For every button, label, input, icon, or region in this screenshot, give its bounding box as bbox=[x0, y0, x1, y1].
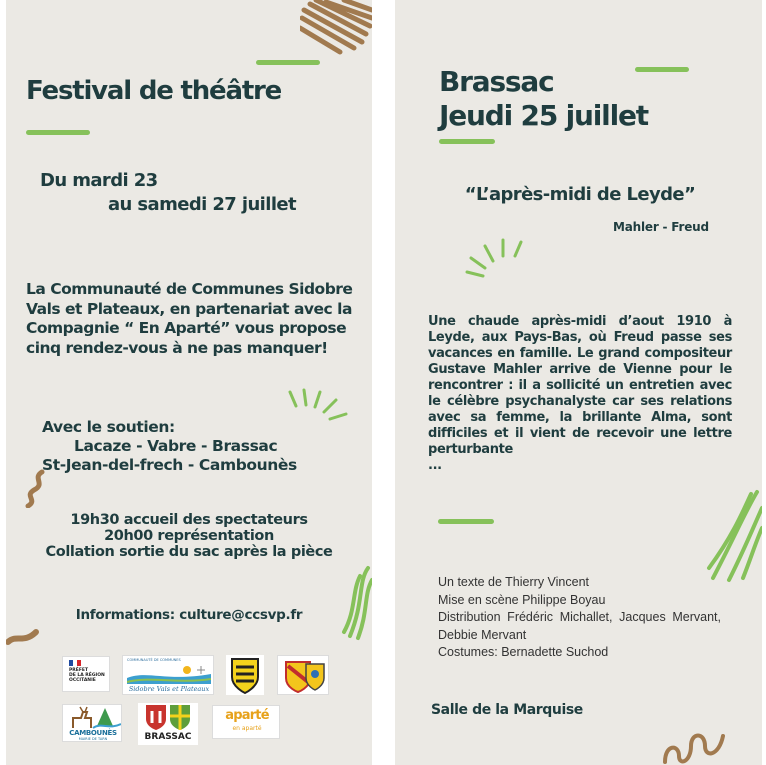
green-grass-decoration bbox=[338, 562, 372, 642]
green-accent-bar bbox=[256, 60, 320, 65]
sidobre-vals-plateaux-logo: COMMUNAUTÉ DE COMMUNES Sidobre Vals et Plateaux bbox=[122, 655, 214, 695]
credits bbox=[438, 574, 721, 662]
green-sunburst-decoration bbox=[463, 236, 539, 282]
schedule bbox=[16, 512, 362, 560]
heraldic-shield-icon bbox=[278, 656, 329, 695]
green-grass-decoration bbox=[705, 488, 762, 584]
festival-title: Festival de théâtre bbox=[26, 76, 282, 106]
support-towns-line-2: St-Jean-del-frech - Cambounès bbox=[42, 456, 297, 474]
schedule-collation: Collation sortie du sac après la pièce bbox=[45, 544, 333, 560]
coat-of-arms-shield-icon bbox=[226, 655, 264, 695]
green-accent-bar bbox=[26, 130, 90, 135]
green-accent-bar bbox=[439, 139, 495, 144]
festival-start-date: Du mardi 23 bbox=[40, 170, 158, 191]
lacaze-coat-of-arms-logo bbox=[277, 655, 329, 695]
brassac-shields-icon bbox=[144, 703, 194, 731]
brassac-logo: BRASSAC bbox=[138, 703, 198, 745]
left-flyer-panel bbox=[6, 0, 372, 765]
deer-and-tree-icon bbox=[65, 706, 121, 730]
show-title: “L’après-midi de Leyde” bbox=[464, 184, 696, 205]
prefet-occitanie-logo: PRÉFET DE LA RÉGION OCCITANIE bbox=[62, 656, 110, 692]
credit-author: Un texte de Thierry Vincent bbox=[438, 575, 590, 589]
green-accent-bar bbox=[635, 67, 689, 72]
french-flag-icon bbox=[69, 660, 81, 666]
credit-distribution: Distribution Frédéric Michallet, Jacques Mervant, Debbie Mervant bbox=[438, 610, 721, 642]
event-town-title: Brassac bbox=[439, 65, 554, 98]
support-title: Avec le soutien: bbox=[42, 418, 175, 436]
credit-costumes: Costumes: Bernadette Suchod bbox=[438, 645, 609, 659]
synopsis-ellipsis: ... bbox=[428, 458, 442, 473]
right-flyer-panel bbox=[395, 0, 762, 765]
synopsis-paragraph bbox=[428, 314, 732, 474]
intro-paragraph: La Communauté de Communes Sidobre Vals et Plateaux, en partenariat avec la Compagnie “ En Aparté” vous propose cinq rendez-vous à ne pas manquer! bbox=[26, 280, 353, 357]
green-accent-bar bbox=[438, 519, 494, 524]
brown-squiggle-decoration bbox=[6, 624, 40, 648]
support-towns-line-1: Lacaze - Vabre - Brassac bbox=[74, 437, 278, 455]
event-date-title: Jeudi 25 juillet bbox=[439, 99, 648, 132]
cambounes-logo: CAMBOUNÈS MAIRIE DE TARN bbox=[62, 704, 122, 742]
synopsis-text: Une chaude après-midi d’aout 1910 à Leyde, aux Pays-Bas, où Freud passe ses vacances en famille. Le grand compositeur Gustave Mahler arrive de Vienne pour le rencontrer : il a sollicité un entretien avec le célèbre psychanalyste car ses relations avec sa femme, la brillante Alma, sont difficiles et il vient de recevoir une lettre perturbante bbox=[428, 314, 732, 457]
festival-end-date: au samedi 27 juillet bbox=[108, 194, 296, 215]
brown-squiggle-decoration bbox=[20, 468, 50, 508]
green-sunburst-decoration bbox=[282, 388, 354, 428]
schedule-welcome: 19h30 accueil des spectateurs bbox=[70, 512, 308, 528]
sidobre-landscape-icon bbox=[127, 664, 211, 684]
credit-direction: Mise en scène Philippe Boyau bbox=[438, 592, 606, 607]
venue-name: Salle de la Marquise bbox=[431, 702, 583, 718]
contact-information: Informations: culture@ccsvp.fr bbox=[75, 607, 303, 623]
coat-of-arms-logo bbox=[226, 655, 264, 695]
schedule-performance: 20h00 représentation bbox=[104, 528, 274, 544]
show-authors: Mahler - Freud bbox=[613, 220, 709, 234]
brown-squiggle-decoration bbox=[661, 722, 731, 765]
en-aparte-logo: aparté en aparté bbox=[212, 705, 280, 739]
